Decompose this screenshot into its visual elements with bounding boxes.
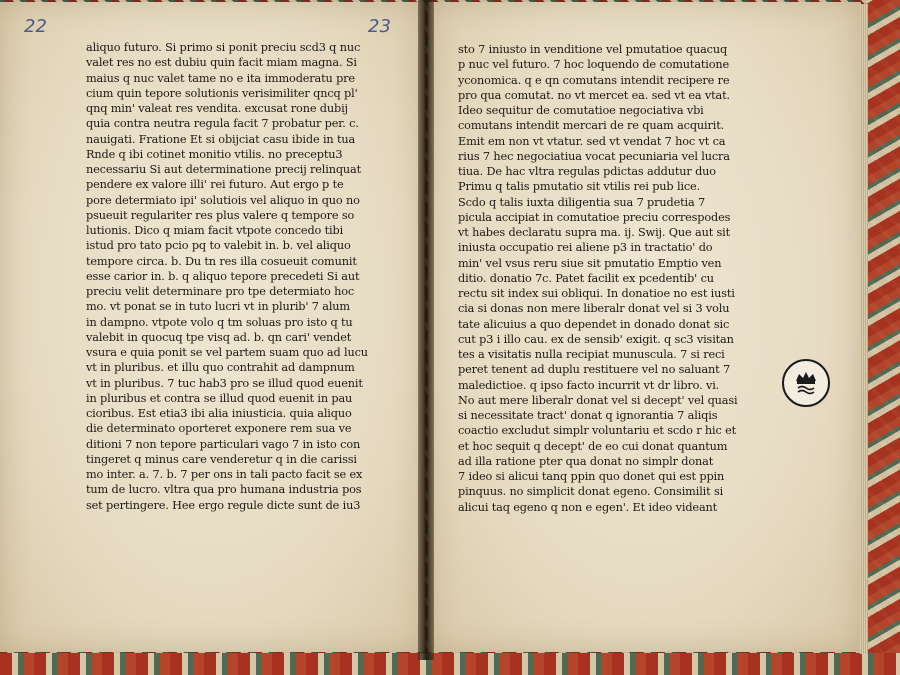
library-stamp-icon	[782, 359, 830, 407]
left-page-line: set pertingere. Hee ergo regule dicte sunt de iu3	[86, 498, 361, 512]
right-page-line: tiua. De hac vltra regulas pdictas addutur duo	[458, 165, 716, 178]
right-page-line: tes a visitatis nulla recipiat munuscula. 7 si reci	[458, 348, 725, 361]
right-page-line: cut p3 i illo cau. ex de sensib' exigit. q sc3 visitan	[458, 332, 734, 346]
left-page-line: maius q nuc valet tame no e ita immoderatu pre	[86, 71, 355, 85]
left-page-line: quia contra neutra regula facit 7 probatur per. c.	[86, 117, 359, 131]
left-page-line: pore determiato ipi' solutiois vel aliquo in quo no	[86, 193, 360, 207]
left-page-line: pendere ex valore illi' rei futuro. Aut ergo p te	[86, 178, 344, 192]
left-page-line: mo inter. a. 7. b. 7 per ons in tali pacto facit se ex	[86, 468, 363, 481]
left-page-line: lutionis. Dico q miam facit vtpote concedo tibi	[86, 224, 344, 237]
right-page-line: p nuc vel futuro. 7 hoc loquendo de comutatione	[458, 58, 730, 72]
left-page-line: cioribus. Est etia3 ibi alia iniusticia. quia aliquo	[86, 407, 352, 420]
right-page-line: peret tenent ad duplu restituere vel no saluant 7	[458, 363, 731, 377]
right-page-line: ditio. donatio 7c. Patet facilit ex pcedentib' cu	[458, 271, 714, 285]
right-page-line: Scdo q talis iuxta diligentia sua 7 prudetia 7	[458, 195, 706, 209]
left-page-line: Rnde q ibi cotinet monitio vtilis. no preceptu3	[86, 147, 343, 161]
right-page-line: Ideo sequitur de comutatioe negociativa vbi	[458, 104, 704, 117]
left-page-line: valebit in quocuq tpe visq ad. b. qn cari' vendet	[86, 330, 352, 344]
right-page-line: rius 7 hec negociatiua vocat pecuniaria vel lucra	[458, 149, 730, 163]
left-page-line: ditioni 7 non tepore particulari vago 7 in isto con	[86, 437, 361, 451]
left-page-line: tum de lucro. vltra qua pro humana industria pos	[86, 483, 362, 497]
right-page-line: picula accipiat in comutatioe preciu correspodes	[458, 210, 731, 224]
left-page-line: aliquo futuro. Si primo si ponit preciu scd3 q nuc	[86, 41, 361, 54]
right-page-line: cia si donas non mere liberalr donat vel si 3 volu	[458, 302, 730, 316]
left-page-line: in dampno. vtpote volo q tm soluas pro isto q tu	[86, 315, 353, 329]
right-page-line: tate alicuius a quo dependet in donado donat sic	[458, 317, 730, 331]
left-page-line: esse carior in. b. q aliquo tepore precedeti Si aut	[86, 269, 360, 283]
left-page-line: psueuit regulariter res plus valere q tempore so	[86, 208, 355, 222]
right-page-line: yconomica. q e qn comutans intendit recipere re	[458, 73, 730, 87]
right-page-line: Emit em non vt vtatur. sed vt vendat 7 hoc vt ca	[458, 134, 726, 148]
left-page-line: vt in pluribus. et illu quo contrahit ad dampnum	[86, 361, 355, 375]
left-page-line: die determinato oporteret exponere rem sua ve	[86, 422, 352, 436]
left-page-line: nauigati. Fratione Et si obijciat casu ibide in tua	[86, 132, 356, 146]
right-page-line: maledictioe. q ipso facto incurrit vt dr libro. vi.	[458, 378, 720, 392]
left-page-line: vsura e quia ponit se vel partem suam quo ad lucu	[86, 346, 368, 359]
right-page-line: min' vel vsus reru siue sit pmutatio Emptio ven	[458, 256, 722, 270]
right-page-line: comutans intendit mercari de re quam acquirit.	[458, 119, 725, 133]
left-page-line: in pluribus et contra se illud quod euenit in pau	[86, 391, 353, 405]
right-page-line: No aut mere liberalr donat vel si decept' vel quasi	[458, 393, 738, 407]
page-edges	[860, 4, 868, 654]
right-page-line: pinquus. no simplicit donat egeno. Consimilit si	[458, 485, 724, 499]
left-page-line: qnq min' valeat res vendita. excusat rone dubij	[86, 102, 348, 115]
right-page-text	[458, 42, 778, 515]
right-page-line: si necessitate tract' donat q ignorantia 7 aliqis	[458, 409, 718, 422]
right-page-line: rectu sit index sui obliqui. In donatioe no est iusti	[458, 287, 735, 300]
right-page-line: Primu q talis pmutatio sit vtilis rei pub lice.	[458, 180, 701, 194]
right-page-line: ad illa ratione pter qua donat no simplr donat	[458, 454, 714, 468]
right-page-line: sto 7 iniusto in venditione vel pmutatioe quacuq	[458, 43, 728, 56]
left-page-line: vt in pluribus. 7 tuc hab3 pro se illud quod euenit	[86, 376, 363, 390]
binding-edge-bottom	[0, 653, 900, 675]
left-page-line: tempore circa. b. Du tn res illa cosueuit comunit	[86, 254, 357, 268]
right-page-line: iniusta occupatio rei aliene p3 in tractatio' do	[458, 241, 713, 255]
right-page-line: alicui taq egeno q non e egen'. Et ideo videant	[458, 500, 718, 514]
right-page-line: coactio excludut simplr voluntariu et scdo r hic et	[458, 424, 737, 438]
right-page-line: vt habes declaratu supra ma. ij. Swij. Que aut sit	[458, 226, 731, 239]
left-page-line: tingeret q minus care venderetur q in die carissi	[86, 452, 357, 466]
right-page-line: et hoc sequit q decept' de eo cui donat quantum	[458, 439, 728, 453]
left-folio-number: 22	[24, 16, 47, 37]
left-page-line: istud pro tato pcio pq to valebit in. b. vel aliquo	[86, 239, 351, 253]
left-page-text	[86, 40, 406, 513]
left-page-line: valet res no est dubiu quin facit miam magna. Si	[86, 56, 357, 70]
left-page-line: cium quin tepore solutionis verisimiliter qncq pl'	[86, 86, 358, 100]
left-page-line: mo. vt ponat se in tuto lucri vt in plurib' 7 alum	[86, 300, 350, 314]
book-gutter	[418, 0, 434, 660]
right-folio-number: 23	[368, 16, 391, 37]
binding-edge-right	[866, 0, 900, 675]
right-page-line: pro qua comutat. no vt mercet ea. sed vt ea vtat.	[458, 88, 730, 102]
left-page-line: preciu velit determinare pro tpe determiato hoc	[86, 285, 355, 298]
left-page-line: necessariu Si aut determinatione precij relinquat	[86, 163, 362, 176]
right-page-line: 7 ideo si alicui tanq ppin quo donet qui est ppin	[458, 470, 725, 483]
